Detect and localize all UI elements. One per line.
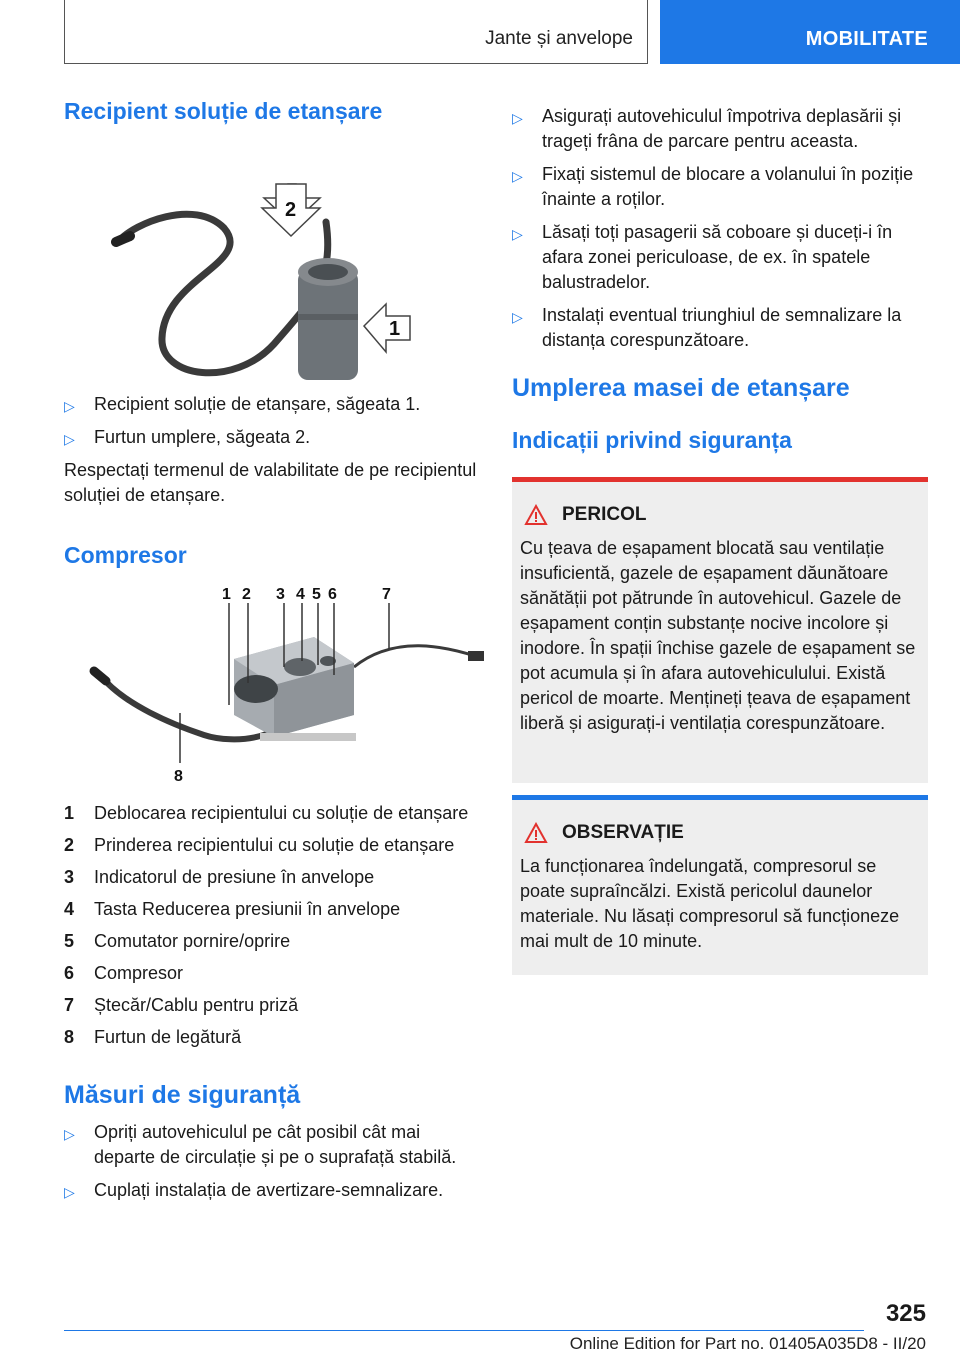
triangle-bullet-icon: ▷ — [64, 1184, 75, 1201]
safety-measures-heading: Măsuri de siguranță — [64, 1081, 301, 1110]
compressor-heading: Compresor — [64, 541, 187, 568]
sealant-bullet-list — [64, 392, 484, 450]
sealant-container-illustration — [64, 138, 484, 384]
fig2-label-3: 3 — [276, 586, 285, 604]
triangle-bullet-icon: ▷ — [64, 397, 75, 414]
list-item: 1 Deblocarea recipientului cu soluție de etanșare — [64, 803, 469, 824]
list-item: 8 Furtun de legătură — [64, 1027, 242, 1048]
left-column — [64, 98, 484, 1211]
fig1-label-1: 1 — [389, 317, 401, 340]
sealant-container-heading: Recipient soluție de etanșare — [64, 98, 383, 124]
danger-header — [520, 504, 918, 526]
list-item: ▷ Lăsați toți pasagerii să coboare și duceți-i în afara zonei periculoase, de ex. în spatele balustradelor. — [512, 222, 893, 292]
list-item: 6 Compresor — [64, 963, 184, 984]
chapter-tab[interactable] — [660, 0, 960, 64]
fig2-label-8: 8 — [174, 768, 183, 786]
fig1-label-2: 2 — [285, 198, 297, 221]
expiry-paragraph: Respectați termenul de valabilitate de pe recipientul soluției de etanșare. — [64, 459, 477, 505]
right-column — [512, 98, 928, 975]
triangle-bullet-icon: ▷ — [512, 110, 523, 126]
safety-measures-list — [64, 1120, 484, 1203]
danger-box — [512, 477, 928, 783]
fig2-label-7: 7 — [382, 586, 391, 604]
compressor-parts-list — [64, 801, 484, 1050]
list-item: 7 Ștecăr/Cablu pentru priză — [64, 995, 299, 1016]
triangle-bullet-icon: ▷ — [512, 168, 523, 184]
compressor-illustration — [64, 585, 484, 785]
note-box — [512, 795, 928, 975]
section-title: Jante și anvelope — [485, 28, 633, 49]
fig2-label-1: 1 — [222, 586, 231, 604]
note-label: OBSERVAȚIE — [562, 821, 684, 843]
header-bar-left — [64, 0, 648, 64]
list-item: ▷ Asigurați autovehiculul împotriva deplasării și trageți frâna de parcare pentru aceasta. — [512, 106, 902, 151]
danger-label: PERICOL — [562, 503, 647, 525]
fig2-label-2: 2 — [242, 586, 251, 604]
triangle-bullet-icon: ▷ — [64, 1126, 75, 1143]
triangle-bullet-icon: ▷ — [64, 430, 75, 447]
danger-text: Cu țeava de eșapament blocată sau ventilație insuficientă, gazele de eșapament dăunătoare sănătății pot pătrunde în autovehicul. Gazele de eșapament conțin substanțe nocive incolore și inodore. În spații închise gazele de eșapament se pot acumula și în afara autovehiculului. Există pericol de moarte. Mențineți țeava de eșapament liberă și asigurați-i ventilația corespunzătoare. — [520, 537, 916, 733]
list-item: ▷ Fixați sistemul de blocare a volanului în poziție înainte a roților. — [512, 164, 914, 209]
triangle-bullet-icon: ▷ — [512, 309, 523, 325]
triangle-bullet-icon: ▷ — [512, 226, 523, 242]
list-item: 5 Comutator pornire/oprire — [64, 931, 291, 952]
list-item: ▷ Cuplați instalația de avertizare-semnalizare. — [64, 1178, 484, 1203]
note-text: La funcționarea îndelungată, compresorul se poate supraîncălzi. Există pericolul daunelor materiale. Nu lăsați compresorul să funcționeze mai mult de 10 minute. — [520, 855, 900, 951]
filling-sealant-heading: Umplerea masei de etanșare — [512, 374, 850, 402]
list-item: 2 Prinderea recipientului cu soluție de etanșare — [64, 835, 455, 856]
safety-notes-heading: Indicații privind siguranța — [512, 427, 792, 453]
footer-divider — [64, 1330, 864, 1331]
safety-steps-list — [512, 104, 928, 353]
list-item: 4 Tasta Reducerea presiunii în anvelope — [64, 899, 401, 920]
caution-triangle-icon — [524, 822, 548, 844]
fig2-label-4: 4 — [296, 586, 305, 604]
note-header — [520, 822, 918, 844]
list-item: ▷ Furtun umplere, săgeata 2. — [64, 425, 484, 450]
list-item: 3 Indicatorul de presiune în anvelope — [64, 867, 375, 888]
warning-triangle-icon — [524, 504, 548, 526]
list-item: ▷ Opriți autovehiculul pe cât posibil cât mai departe de circulație și pe o suprafață stabilă. — [64, 1122, 457, 1168]
page-number: 325 — [885, 1300, 926, 1327]
edition-text: Online Edition for Part no. 01405A035D8 - II/20 — [569, 1334, 926, 1353]
list-item: ▷ Instalați eventual triunghiul de semnalizare la distanța corespunzătoare. — [512, 305, 902, 350]
fig2-label-5: 5 — [312, 586, 321, 604]
chapter-title: MOBILITATE — [805, 28, 928, 50]
list-item: ▷ Recipient soluție de etanșare, săgeata 1. — [64, 392, 484, 417]
fig2-label-6: 6 — [328, 586, 337, 604]
